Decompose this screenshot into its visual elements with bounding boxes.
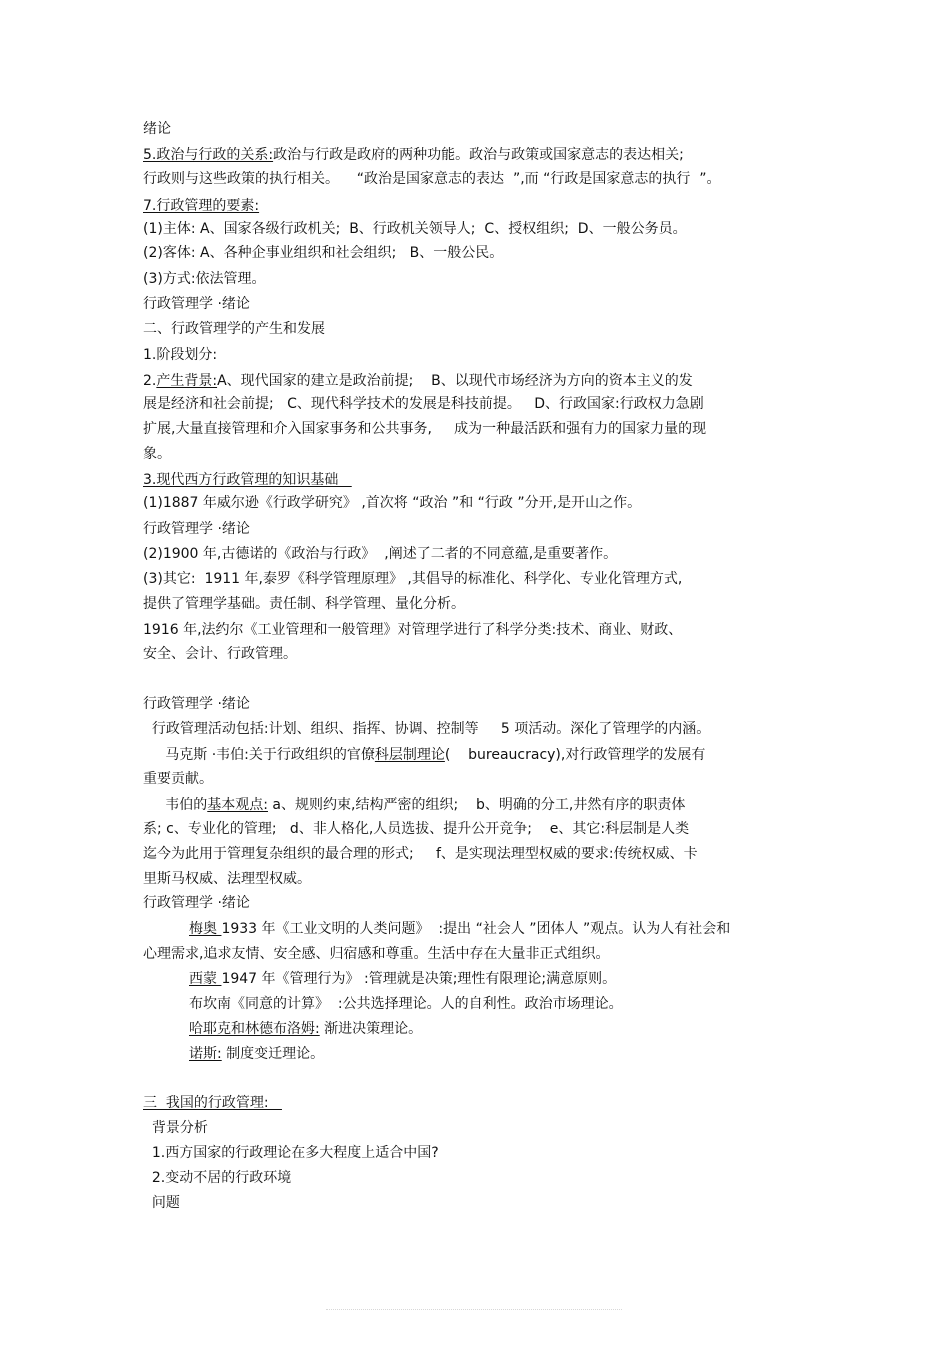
- s5-line2: 行政则与这些政策的执行相关。 “政治是国家意志的表达 ”,而 “行政是国家意志的执行 ”。: [143, 171, 721, 187]
- mayo-line1: [189, 920, 730, 938]
- footer-divider: [326, 1309, 622, 1310]
- north-text: 制度变迁理论。: [221, 1046, 325, 1062]
- activities-line: 行政管理活动包括:计划、组织、指挥、协调、控制等 5 项活动。深化了管理学的内涵。: [143, 721, 711, 737]
- s5-text1: 政治与行政是政府的两种功能。政治与政策或国家意志的表达相关;: [273, 147, 684, 163]
- simon-line: [189, 970, 616, 988]
- mayo-name: 梅奥: [189, 921, 222, 937]
- background-label: 产生背景:: [156, 373, 218, 389]
- views-line3: 迄今为此用于管理复杂组织的最合理的形式; f、是实现法理型权威的要求:传统权威、卡: [143, 846, 698, 862]
- mayo-text: 1933 年《工业文明的人类问题》 :提出 “社会人 ”团体人 ”观点。认为人有社会和: [221, 921, 731, 937]
- section-header-1: 行政管理学 ·绪论: [143, 296, 250, 312]
- views-text1: a、规则约束,结构严密的组织; b、明确的分工,井然有序的职责体: [267, 797, 686, 813]
- background-line2: 展是经济和社会前提; C、现代科学技术的发展是科技前提。 D、行政国家:行政权力急剧: [143, 396, 704, 412]
- s7-subject: (1)主体: A、国家各级行政机关; B、行政机关领导人; C、授权组织; D、一般公务员。: [143, 221, 687, 237]
- wilson-line: (1)1887 年威尔逊《行政学研究》 ,首次将 “政治 ”和 “行政 ”分开,是开山之作。: [143, 495, 642, 511]
- question-2: 2.变动不居的行政环境: [143, 1170, 292, 1186]
- weber-pre: 马克斯 ·韦伯:关于行政组织的官僚: [143, 747, 375, 763]
- background-num: 2.: [143, 373, 157, 389]
- s3-label: 3.现代西方行政管理的知识基础: [143, 472, 352, 488]
- hayek-text: 渐进决策理论。: [319, 1021, 423, 1037]
- problem-heading: 问题: [143, 1195, 180, 1211]
- stage-division: 1.阶段划分:: [143, 347, 218, 363]
- weber-theory: 科层制理论: [374, 747, 445, 763]
- taylor-line1: (3)其它: 1911 年,泰罗《科学管理原理》 ,其倡导的标准化、科学化、专业化管理方式,: [143, 571, 683, 587]
- fayol-line2: 安全、会计、行政管理。: [143, 646, 297, 662]
- intro-heading: 绪论: [143, 121, 171, 137]
- background-line3: 扩展,大量直接管理和介入国家事务和公共事务, 成为一种最活跃和强有力的国家力量的现: [143, 421, 707, 437]
- background-analysis: 背景分析: [143, 1120, 208, 1136]
- views-label: 基本观点:: [207, 797, 268, 813]
- views-pre: 韦伯的: [143, 797, 208, 813]
- goodnow-line: (2)1900 年,古德诺的《政治与行政》 ,阐述了二者的不同意蕴,是重要著作。: [143, 546, 618, 562]
- section-header-3: 行政管理学 ·绪论: [143, 696, 250, 712]
- section-3-title-line: [143, 1094, 282, 1112]
- section-header-2: 行政管理学 ·绪论: [143, 521, 250, 537]
- simon-text: 1947 年《管理行为》 :管理就是决策;理性有限理论;满意原则。: [221, 971, 617, 987]
- views-line1: [143, 796, 685, 814]
- section-header-4: 行政管理学 ·绪论: [143, 895, 250, 911]
- views-line4: 里斯马权威、法理型权威。: [143, 871, 311, 887]
- weber-post: ( bureaucracy),对行政管理学的发展有: [444, 747, 706, 763]
- section-2-title: 二、行政管理学的产生和发展: [143, 321, 325, 337]
- buchanan-line: 布坎南《同意的计算》 :公共选择理论。人的自利性。政治市场理论。: [189, 996, 623, 1012]
- s5-label: 5.政治与行政的关系:: [143, 147, 274, 163]
- s5-line1: [143, 146, 684, 164]
- background-text1: A、现代国家的建立是政治前提; B、以现代市场经济为方向的资本主义的发: [217, 373, 693, 389]
- views-line2: 系; c、专业化的管理; d、非人格化,人员选拔、提升公开竞争; e、其它:科层制是人类: [143, 821, 690, 837]
- hayek-line: [189, 1020, 422, 1038]
- simon-name: 西蒙: [189, 971, 222, 987]
- mayo-line2: 心理需求,追求友情、安全感、归宿感和尊重。生活中存在大量非正式组织。: [143, 946, 610, 962]
- north-name: 诺斯:: [189, 1046, 222, 1062]
- question-1: 1.西方国家的行政理论在多大程度上适合中国?: [143, 1145, 439, 1161]
- section-3-title: 三 我国的行政管理:: [143, 1095, 282, 1111]
- taylor-line2: 提供了管理学基础。责任制、科学管理、量化分析。: [143, 596, 465, 612]
- s7-label-line: [143, 197, 259, 215]
- hayek-name: 哈耶克和林德布洛姆:: [189, 1021, 320, 1037]
- s3-label-line: [143, 471, 352, 489]
- s7-object: (2)客体: A、各种企事业组织和社会组织; B、一般公民。: [143, 245, 504, 261]
- background-line1: [143, 372, 693, 390]
- north-line: [189, 1045, 324, 1063]
- s7-label: 7.行政管理的要素:: [143, 198, 260, 214]
- fayol-line1: 1916 年,法约尔《工业管理和一般管理》对管理学进行了科学分类:技术、商业、财政、: [143, 622, 683, 638]
- s7-method: (3)方式:依法管理。: [143, 271, 266, 287]
- weber-line1: [143, 746, 705, 764]
- background-line4: 象。: [143, 446, 171, 462]
- weber-line2: 重要贡献。: [143, 771, 213, 787]
